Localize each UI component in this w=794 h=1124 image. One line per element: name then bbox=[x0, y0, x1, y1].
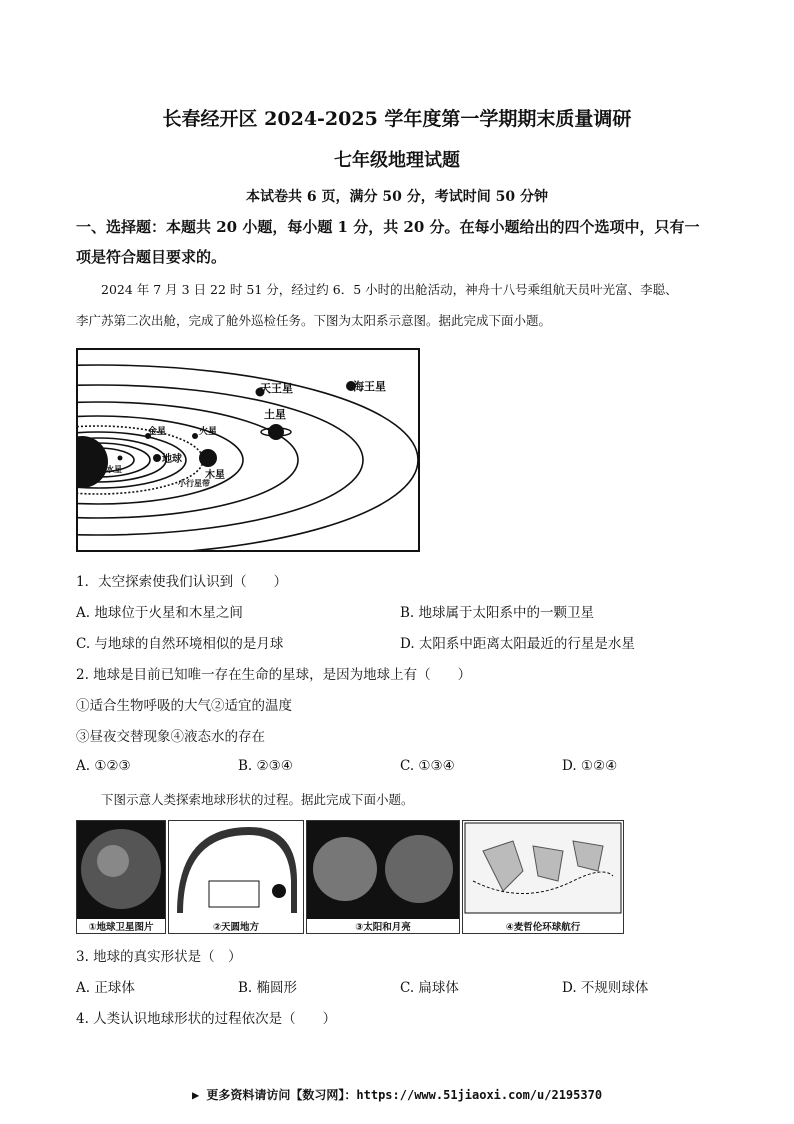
label-mars: 火星 bbox=[199, 427, 218, 437]
photo-magellan-voyage bbox=[462, 820, 624, 934]
section-line-2: 项是符合题目要求的。 bbox=[76, 248, 227, 266]
jupiter-icon bbox=[199, 449, 217, 467]
section-heading bbox=[76, 212, 724, 272]
q1-option-c: C. 与地球的自然环境相似的是月球 bbox=[76, 636, 284, 652]
q3-option-b: B. 椭圆形 bbox=[238, 980, 298, 996]
earth-shape-photo-strip bbox=[76, 820, 624, 932]
passage-earth-shape: 下图示意人类探索地球形状的过程。据此完成下面小题。 bbox=[101, 792, 414, 807]
solar-system-diagram bbox=[78, 350, 418, 550]
label-saturn: 土星 bbox=[264, 408, 286, 421]
q1-option-a: A. 地球位于火星和木星之间 bbox=[76, 605, 243, 621]
label-neptune: 海王星 bbox=[353, 380, 386, 393]
moon-disk-icon bbox=[385, 835, 453, 903]
earth-icon bbox=[153, 454, 161, 462]
sun-disk-icon bbox=[313, 837, 377, 901]
mars-icon bbox=[192, 433, 198, 439]
sun-icon bbox=[272, 884, 286, 898]
q1-option-d: D. 太阳系中距离太阳最近的行星是水星 bbox=[400, 636, 635, 652]
label-jupiter: 木星 bbox=[205, 470, 225, 481]
mercury-icon bbox=[118, 456, 123, 461]
q1-option-b: B. 地球属于太阳系中的一颗卫星 bbox=[400, 605, 595, 621]
q3-option-c: C. 扁球体 bbox=[400, 980, 459, 996]
q3-option-a: A. 正球体 bbox=[76, 980, 135, 996]
q3-stem: 3. 地球的真实形状是（ ） bbox=[76, 949, 242, 965]
caption-4: ④麦哲伦环球航行 bbox=[463, 919, 623, 933]
label-venus: 金星 bbox=[148, 427, 167, 437]
passage-solar-line-2: 李广苏第二次出舱，完成了舱外巡检任务。下图为太阳系示意图。据此完成下面小题。 bbox=[76, 313, 552, 328]
label-earth: 地球 bbox=[162, 454, 182, 465]
photo-sun-and-moon bbox=[306, 820, 460, 934]
q2-option-c: C. ①③④ bbox=[400, 758, 455, 774]
caption-1: ①地球卫星图片 bbox=[77, 919, 165, 933]
footer-link[interactable]: ▶ 更多资料请访问【数习网】：https://www.51jiaoxi.com/u/2195370 bbox=[191, 1088, 603, 1102]
q4-stem: 4. 人类认识地球形状的过程依次是（ ） bbox=[76, 1011, 337, 1027]
q3-option-d: D. 不规则球体 bbox=[562, 980, 649, 996]
section-line-1: 一、选择题：本题共 20 小题，每小题 1 分，共 20 分。在每小题给出的四个选项中，只有一 bbox=[76, 218, 700, 236]
q1-stem: 1．太空探索使我们认识到（ ） bbox=[76, 574, 288, 590]
label-uranus: 天王星 bbox=[260, 382, 293, 395]
q2-option-b: B. ②③④ bbox=[238, 758, 293, 774]
caption-2: ②天圆地方 bbox=[169, 919, 303, 933]
q2-item-line-2: ③昼夜交替现象④液态水的存在 bbox=[76, 729, 265, 745]
q2-item-line-1: ①适合生物呼吸的大气②适宜的温度 bbox=[76, 698, 292, 714]
saturn-icon bbox=[268, 424, 284, 440]
q2-stem: 2. 地球是目前已知唯一存在生命的星球，是因为地球上有（ ） bbox=[76, 667, 472, 683]
passage-solar-line-1: 2024 年 7 月 3 日 22 时 51 分，经过约 6．5 小时的出舱活动，神舟十八号乘组航天员叶光富、李聪、 bbox=[101, 282, 678, 297]
q2-option-d: D. ①②④ bbox=[562, 758, 618, 774]
exam-meta: 本试卷共 6 页，满分 50 分，考试时间 50 分钟 bbox=[246, 189, 548, 205]
passage-solar bbox=[76, 274, 724, 336]
exam-subtitle: 七年级地理试题 bbox=[334, 150, 460, 171]
photo-satellite-earth bbox=[76, 820, 166, 934]
label-mercury: 水星 bbox=[106, 465, 122, 474]
caption-3: ③太阳和月亮 bbox=[307, 919, 459, 933]
solar-system-figure bbox=[76, 348, 420, 552]
photo-round-sky-square-earth bbox=[168, 820, 304, 934]
label-asteroid-belt: 小行星带 bbox=[178, 479, 210, 488]
exam-title: 长春经开区 2024-2025 学年度第一学期期末质量调研 bbox=[162, 108, 632, 130]
q2-option-a: A. ①②③ bbox=[76, 758, 131, 774]
